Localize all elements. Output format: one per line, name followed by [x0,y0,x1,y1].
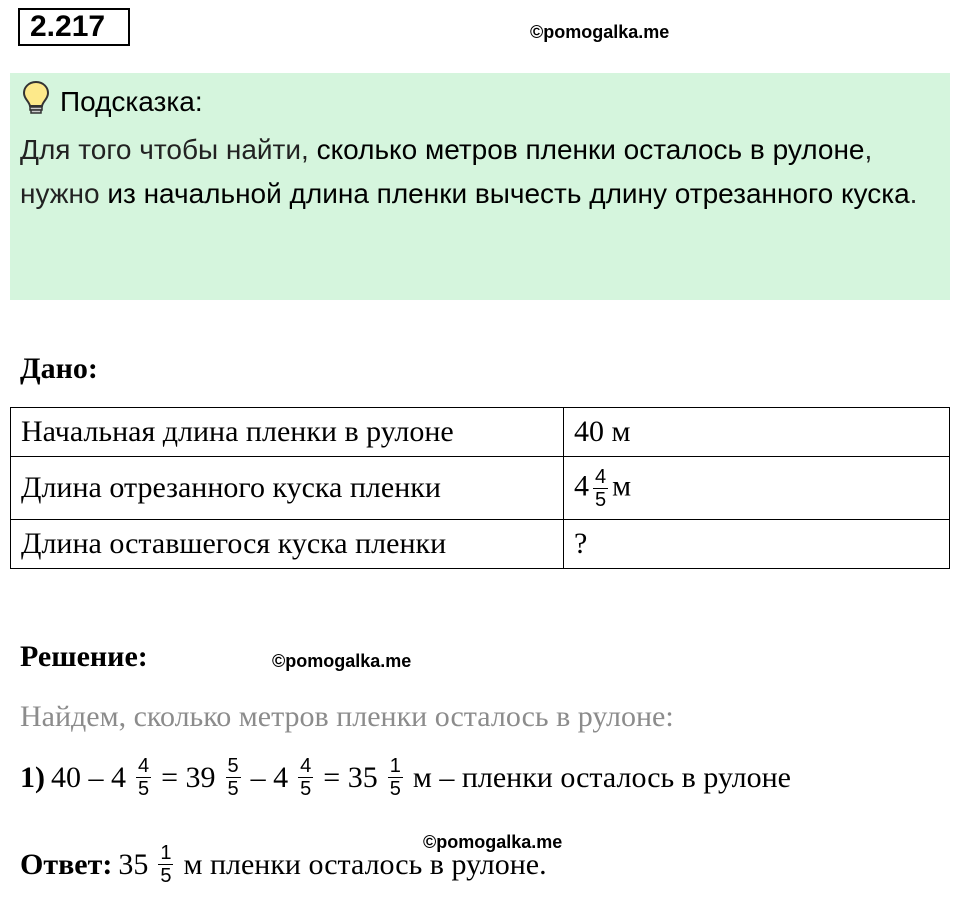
watermark-top: ©pomogalka.me [530,22,670,42]
expr-part: – 4 [250,760,289,794]
hint-title [22,80,203,123]
denominator: 5 [138,778,150,800]
expr-part: 40 – 4 [51,760,126,794]
numerator: 4 [595,465,607,488]
solution-step [20,755,791,800]
row-name: Длина оставшегося куска пленки [11,520,564,569]
table-row [11,520,950,569]
numerator: 4 [138,755,150,777]
expr-part: = 35 [323,760,378,794]
fraction [593,466,608,511]
solution-intro: Найдем, сколько метров пленки осталось в рулоне: [20,700,674,733]
answer-line [20,842,547,887]
row-name: Начальная длина пленки в рулоне [11,408,564,457]
given-table [10,407,950,569]
row-value: ? [564,520,950,569]
fraction [158,842,173,887]
unit: м [612,468,632,502]
step-label: 1) [20,760,45,794]
solution-label: Решение: [20,640,148,673]
hint-text-3: , нужно [20,134,873,209]
denominator: 5 [160,865,172,887]
numerator: 5 [227,755,239,777]
fraction [388,755,403,800]
answer-text: м пленки осталось в рулоне. [183,847,547,881]
watermark-bottom: ©pomogalka.me [423,832,563,852]
numerator: 1 [389,755,401,777]
denominator: 5 [389,778,401,800]
denominator: 5 [227,778,239,800]
denominator: 5 [300,778,312,800]
fraction [298,755,313,800]
table-row [11,457,950,520]
row-value: 40 м [564,408,950,457]
answer-label: Ответ: [20,847,113,881]
watermark-middle: ©pomogalka.me [272,651,412,671]
task-number: 2.217 [18,8,130,46]
whole-part: 35 [118,847,149,881]
table-row [11,408,950,457]
numerator: 1 [160,842,172,864]
lightbulb-icon [22,80,50,123]
expr-part: м – пленки осталось в рулоне [412,760,791,794]
whole-part: 4 [574,468,589,502]
row-name: Длина отрезанного куска пленки [11,457,564,520]
row-value [564,457,950,520]
hint-title-text: Подсказка: [60,85,203,117]
numerator: 4 [300,755,312,777]
fraction [226,755,241,800]
fraction [136,755,151,800]
expr-part: = 39 [161,760,216,794]
denominator: 5 [595,488,607,511]
given-label: Дано: [20,352,98,385]
hint-text-1: Для того чтобы найти, [20,134,317,165]
hint-text-2: сколько метров пленки осталось в рулоне [316,134,865,165]
hint-text [20,128,920,216]
hint-text-4: из начальной длина пленки вычесть длину отрезанного куска [107,178,910,209]
hint-text-5: . [909,178,918,209]
